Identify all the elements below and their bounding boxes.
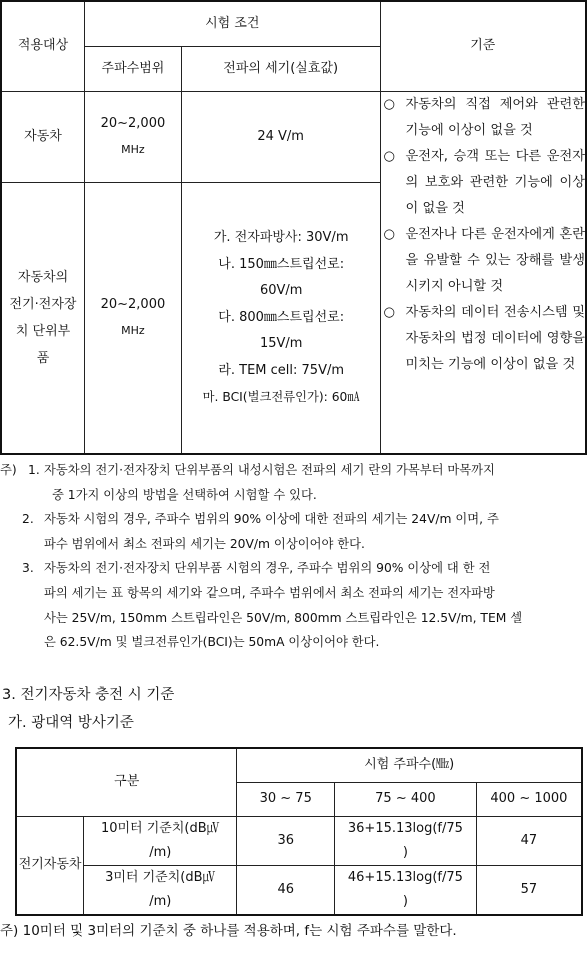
broadband-emission-table (15, 747, 583, 916)
immunity-test-table (0, 0, 587, 455)
row-3m-label: 3미터 기준치(dB㎶ /m) (84, 865, 237, 915)
header-conditions: 시험 조건 (85, 1, 381, 46)
row-component-freq: 20~2,000 MHz (85, 182, 182, 454)
row-vehicle-target: 자동차 (1, 91, 85, 182)
note-2: 자동차 시험의 경우, 주파수 범위의 90% 이상에 대한 전파의 세기는 24V/m 이며, 주 (44, 512, 499, 527)
row-component-target: 자동차의 전기·전자장 치 단위부 품 (1, 182, 85, 454)
criteria-item: ○ 운전자나 다른 운전자에게 혼란을 유발할 수 있는 장해를 발생시키지 아니할 것 (383, 226, 585, 294)
freq-col-3: 400 ~ 1000 (476, 782, 582, 816)
row-vehicle-freq: 20~2,000 MHz (85, 91, 182, 182)
row-group-ev: 전기자동차 (16, 816, 84, 915)
freq-col-2: 75 ~ 400 (335, 782, 477, 816)
row-3m-v1: 46 (237, 865, 335, 915)
row-10m-label: 10미터 기준치(dB㎶ /m) (84, 816, 237, 865)
row-10m-v2: 36+15.13log(f/75 ) (335, 816, 477, 865)
row-component-strength: 가. 전자파방사: 30V/m 나. 150㎜스트립선로: 60V/m 다. 800㎜스트립선로: 15V/m 라. TEM cell: 75V/m 마. BCI(벌크전류인가): 60㎃ (181, 182, 380, 454)
table-notes: 주) 1. 자동차의 전기·전자장치 단위부품의 내성시험은 전파의 세기 란의 가목부터 마목까지 중 1가지 이상의 방법을 선택하여 시험할 수 있다. 2. 자동차 시험의 경우, 주파수 범위의 90% 이상에 대한 전파의 세기는 24V/m 이며, 주 파수 범위에서 최소 전파의 세기는 20V/m 이상이어야 한다. 3. 자동차의 전기·전자장치 단위부품 시험의 경우, 주파수 범위의 90% 이상에 대 한 전 파의 세기는 표 항목의 세기와 같으며, 주파수 범위에서 최소 전파의 세기는 전자파방 사는 25V/m, 150mm 스트립라인은 50V/m, 800mm 스트립라인은 12.5V/m, TEM 셀 은 62.5V/m 및 벌크전류인가(BCI)는 50mA 이상이어야 한다. (0, 458, 587, 655)
row-10m-v3: 47 (476, 816, 582, 865)
section-3-title: 3. 전기자동차 충전 시 기준 (2, 687, 175, 703)
row-vehicle-strength: 24 V/m (181, 91, 380, 182)
criteria-item: ○ 자동차의 데이터 전송시스템 및 자동차의 법정 데이터에 영향을 미치는 기능에 이상이 없을 것 (383, 304, 585, 372)
criteria-item: ○ 자동차의 직접 제어와 관련한 기능에 이상이 없을 것 (383, 96, 585, 138)
header-category: 구분 (16, 748, 237, 816)
note-1: 자동차의 전기·전자장치 단위부품의 내성시험은 전파의 세기 란의 가목부터 마목까지 (44, 463, 495, 477)
header-target: 적용대상 (1, 1, 85, 91)
row-3m-v2: 46+15.13log(f/75 ) (335, 865, 477, 915)
row-3m-v3: 57 (476, 865, 582, 915)
note-3: 자동차의 전기·전자장치 단위부품 시험의 경우, 주파수 범위의 90% 이상에 대 한 전 (44, 561, 491, 576)
criteria-cell (380, 91, 586, 454)
header-field-strength: 전파의 세기(실효값) (181, 46, 380, 91)
row-10m-v1: 36 (237, 816, 335, 865)
header-criteria: 기준 (380, 1, 586, 91)
freq-col-1: 30 ~ 75 (237, 782, 335, 816)
header-freq-range: 주파수범위 (85, 46, 182, 91)
header-test-freq: 시험 주파수(㎒) (237, 748, 582, 782)
criteria-item: ○ 운전자, 승객 또는 다른 운전자의 보호와 관련한 기능에 이상이 없을 것 (383, 148, 585, 216)
table2-footnote: 주) 10미터 및 3미터의 기준치 중 하나를 적용하며, f는 시험 주파수를 말한다. (0, 923, 457, 939)
section-3a-subtitle: 가. 광대역 방사기준 (8, 715, 134, 731)
